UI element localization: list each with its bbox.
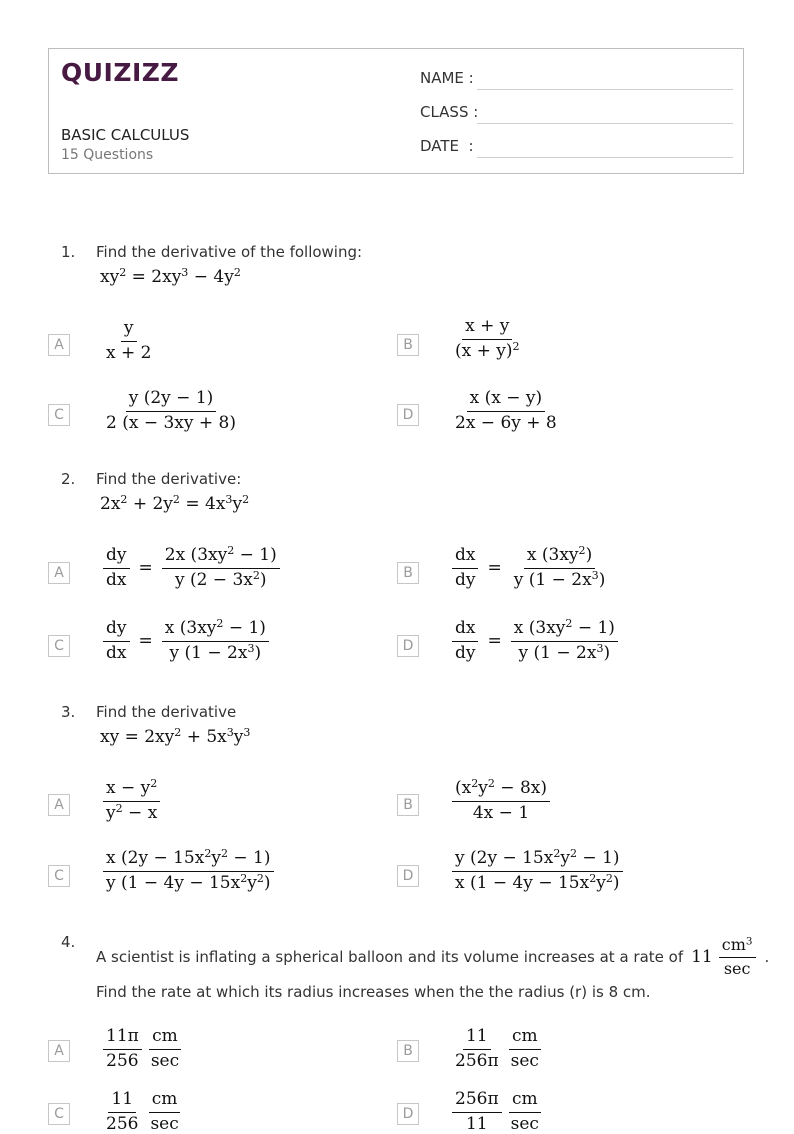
numerator: 11π <box>103 1027 142 1050</box>
question-count: 15 Questions <box>61 147 154 163</box>
denominator: $y^2 - x$ <box>106 801 158 823</box>
denominator: sec <box>150 1050 180 1071</box>
derivative-fraction <box>452 546 479 590</box>
denominator: dx <box>106 642 127 663</box>
answer-fraction <box>452 776 550 823</box>
denominator: sec <box>510 1113 539 1134</box>
numerator: x $(3xy^2 - 1)$ <box>511 619 618 642</box>
denominator: 256 <box>106 1113 139 1134</box>
option-answer <box>100 616 272 663</box>
question-expression: $2x^2 + 2y^2 = 4x^3y^2$ <box>100 492 250 514</box>
denominator: 4x − 1 <box>472 802 530 823</box>
derivative-fraction <box>103 546 130 590</box>
unit-fraction <box>508 1090 542 1134</box>
denominator: x + 2 <box>106 342 152 363</box>
equals-sign: = <box>138 557 153 578</box>
option-letter[interactable]: A <box>48 794 70 816</box>
denominator: 2 (x − 3xy + 8) <box>106 412 236 433</box>
numerator: cm <box>509 1027 541 1050</box>
answer-fraction <box>103 1027 142 1071</box>
option-letter[interactable]: C <box>48 404 70 426</box>
numerator: x $(3xy^2)$ <box>524 546 595 569</box>
answer-fraction <box>452 846 623 893</box>
denominator: dy <box>455 642 476 663</box>
denominator: dy <box>455 569 476 590</box>
numerator: 256π <box>452 1090 502 1113</box>
numerator: cm <box>509 1090 541 1113</box>
derivative-fraction <box>452 619 479 663</box>
option-letter[interactable]: D <box>397 865 419 887</box>
option-answer <box>100 776 163 823</box>
option-letter[interactable]: C <box>48 635 70 657</box>
answer-fraction <box>103 319 154 363</box>
option-letter[interactable]: D <box>397 1103 419 1125</box>
option-letter[interactable]: C <box>48 1103 70 1125</box>
numerator: $(x^2y^2 - 8x)$ <box>452 779 550 802</box>
question-number: 4. <box>61 933 76 951</box>
denominator: 2x − 6y + 8 <box>455 412 557 433</box>
denominator: sec <box>510 1050 539 1071</box>
denominator: dx <box>106 569 127 590</box>
worksheet-title: BASIC CALCULUS <box>61 126 190 144</box>
answer-fraction <box>103 1090 141 1134</box>
numerator: cm <box>149 1027 181 1050</box>
option-answer <box>100 1090 185 1134</box>
numerator: x + y <box>462 317 512 340</box>
class-field[interactable] <box>477 123 733 124</box>
rate-unit <box>719 936 756 978</box>
question-expression: $xy^2 = 2xy^3 - 4y^2$ <box>100 265 241 287</box>
option-letter[interactable]: A <box>48 334 70 356</box>
question-text-part: A scientist is inflating a spherical balloon and its volume increases at a rate of <box>96 948 684 966</box>
name-field[interactable] <box>477 89 733 90</box>
numerator: dy <box>103 546 130 569</box>
answer-fraction <box>511 543 609 590</box>
numerator: x (x − y) <box>467 389 546 412</box>
numerator: x $(2y - 15x^2y^2 - 1)$ <box>103 849 274 872</box>
numerator: x $(3xy^2 - 1)$ <box>162 619 269 642</box>
rate-value: 11 <box>691 947 713 967</box>
denominator: x $(1 - 4y - 15x^2y^2)$ <box>455 871 620 893</box>
quizizz-logo: QUIZIZZ <box>61 58 180 87</box>
numerator: dx <box>452 619 478 642</box>
option-answer <box>449 389 563 433</box>
answer-fraction <box>452 1090 502 1134</box>
equals-sign: = <box>138 630 153 651</box>
question-expression: xy = $2xy^2 + 5x^3y^3$ <box>100 725 251 747</box>
question-number: 3. <box>61 703 76 721</box>
option-answer <box>449 776 553 823</box>
option-letter[interactable]: A <box>48 562 70 584</box>
denominator: 256π <box>455 1050 499 1071</box>
option-answer <box>449 317 526 361</box>
answer-fraction <box>452 389 560 433</box>
numerator: 11 <box>108 1090 136 1113</box>
option-letter[interactable]: B <box>397 562 419 584</box>
denominator: y $(2 - 3x^2)$ <box>174 568 267 590</box>
question-text: Find the derivative: <box>96 470 242 488</box>
date-label: DATE : <box>420 137 474 155</box>
sentence-period: . <box>764 948 770 966</box>
option-answer <box>449 1090 545 1134</box>
date-field[interactable] <box>477 157 733 158</box>
answer-fraction <box>452 1027 502 1071</box>
denominator: y $(1 - 4y - 15x^2y^2)$ <box>106 871 271 893</box>
name-label: NAME : <box>420 69 474 87</box>
numerator: 2x $(3xy^2 - 1)$ <box>162 546 280 569</box>
denominator: sec <box>150 1113 179 1134</box>
numerator: $x - y^2$ <box>103 779 160 802</box>
equals-sign: = <box>487 630 502 651</box>
option-letter[interactable]: D <box>397 404 419 426</box>
answer-fraction <box>103 846 274 893</box>
unit-fraction <box>148 1027 182 1071</box>
option-letter[interactable]: D <box>397 635 419 657</box>
denominator: y $(1 - 2x^3)$ <box>513 568 606 590</box>
answer-fraction <box>452 317 523 361</box>
option-answer <box>449 616 621 663</box>
option-answer <box>449 543 611 590</box>
option-answer <box>100 319 157 363</box>
denominator: 256 <box>106 1050 139 1071</box>
option-letter[interactable]: B <box>397 794 419 816</box>
question-text-line2: Find the rate at which its radius increases when the the radius (r) is 8 cm. <box>96 983 651 1001</box>
numerator: 11 <box>463 1027 491 1050</box>
question-number: 1. <box>61 243 76 261</box>
worksheet-header <box>48 48 744 174</box>
numerator: dx <box>452 546 478 569</box>
answer-fraction <box>103 389 239 433</box>
option-answer <box>449 1027 545 1071</box>
option-answer <box>449 846 626 893</box>
denominator: 11 <box>465 1113 488 1134</box>
derivative-fraction <box>103 619 130 663</box>
denominator: y $(1 - 2x^3)$ <box>169 641 262 663</box>
numerator: y <box>121 319 137 342</box>
option-letter[interactable]: B <box>397 334 419 356</box>
question-text: Find the derivative of the following: <box>96 243 363 261</box>
question-text: Find the derivative <box>96 703 237 721</box>
answer-fraction <box>162 616 269 663</box>
option-answer <box>100 543 283 590</box>
numerator: $cm^3$ <box>719 936 756 957</box>
unit-fraction <box>147 1090 181 1134</box>
option-answer <box>100 846 277 893</box>
option-answer <box>100 389 242 433</box>
numerator: cm <box>149 1090 181 1113</box>
answer-fraction <box>103 776 160 823</box>
option-letter[interactable]: A <box>48 1040 70 1062</box>
option-answer <box>100 1027 185 1071</box>
option-letter[interactable]: B <box>397 1040 419 1062</box>
equals-sign: = <box>487 557 502 578</box>
option-letter[interactable]: C <box>48 865 70 887</box>
question-number: 2. <box>61 470 76 488</box>
numerator: y (2y − 1) <box>126 389 217 412</box>
class-label: CLASS : <box>420 103 479 121</box>
question-text <box>96 930 769 984</box>
unit-fraction <box>508 1027 542 1071</box>
numerator: dy <box>103 619 130 642</box>
answer-fraction <box>162 543 280 590</box>
denominator: y $(1 - 2x^3)$ <box>518 641 611 663</box>
numerator: y $(2y - 15x^2y^2 - 1)$ <box>452 849 623 872</box>
denominator: $(x + y)^2$ <box>455 339 520 361</box>
denominator: sec <box>723 958 751 978</box>
answer-fraction <box>511 616 618 663</box>
